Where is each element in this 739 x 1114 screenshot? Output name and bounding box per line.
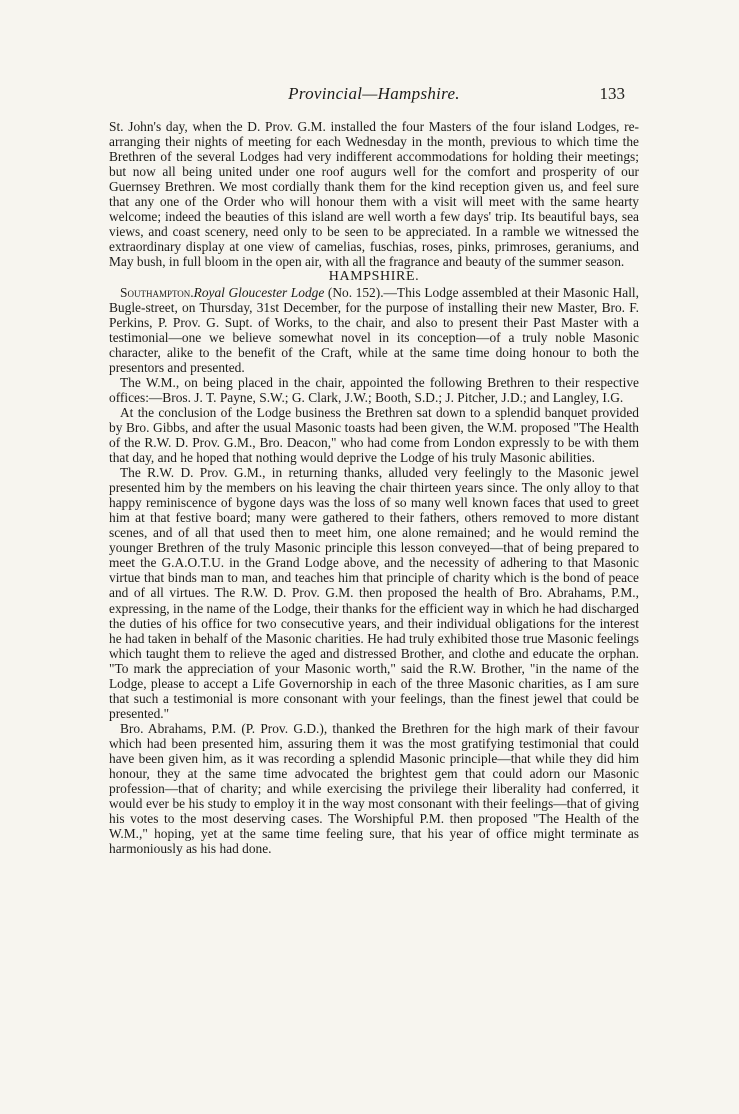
section-heading: HAMPSHIRE. <box>328 269 420 285</box>
place-name: Southampton. <box>120 284 194 300</box>
officers-paragraph: The W.M., on being placed in the chair, appointed the following Brethren to their respective offices:—Bros. J. T. Payne, S.W.; G. Clark, J.W.; Booth, S.D.; J. Pitcher, J.D.; and Langley, I.G. <box>109 374 639 405</box>
body-text <box>109 119 639 856</box>
running-head <box>109 84 639 108</box>
running-title: Provincial—Hampshire. <box>288 84 460 103</box>
abrahams-paragraph: Bro. Abrahams, P.M. (P. Prov. G.D.), thanked the Brethren for the high mark of their favour which had been presented him, assuring them it was the most gratifying testimonial that could have been given him, as it was recording a splendid Masonic principle—that while they did him honour, they at the same time advocated the brightest gem that could adorn our Masonic profession—that of charity; and while exercising the privilege their liberality had conferred, it would ever be his study to employ it in the way most consonant with their feelings—that of giving his votes to the most deserving cases. The Worshipful P.M. then proposed "The Health of the W.M.," hoping, yet at the same time feeling sure, that his year of office might terminate as harmoniously as his had done. <box>109 720 639 857</box>
reply-paragraph: The R.W. D. Prov. G.M., in returning thanks, alluded very feelingly to the Masonic jewel presented him by the members on his leaving the chair thirteen years since. The only alloy to that happy reminiscence of bygone days was the loss of so many well known faces that used to greet him at that festive board; many were gathered to their fathers, others removed to more distant scenes, and of all that used then to meet him, one alone remained; and he would remind the younger Brethren of the truly Masonic principle this lesson conveyed—that of being prepared to meet the G.A.O.T.U. in the Grand Lodge above, and the necessity of adhering to that Masonic virtue that binds man to man, and teaches him that principle of charity which is the bond of peace and of all virtues. The R.W. D. Prov. G.M. then proposed the health of Bro. Abrahams, P.M., expressing, in the name of the Lodge, their thanks for the efficient way in which he had discharged the duties of his office for two consecutive years, and their individual obligations for the interest he had taken in behalf of the Masonic charities. He had truly exhibited those true Masonic feelings which taught them to relieve the aged and distressed Brother, and clothe and educate the orphan. "To mark the appreciation of your Masonic worth," said the R.W. Brother, "in the name of the Lodge, please to accept a Life Governorship in each of the three Masonic charities, as I am sure that such a testimonial is more consonant with your feelings, than the finest jewel that could be presented." <box>109 465 639 721</box>
intro-paragraph: St. John's day, when the D. Prov. G.M. installed the four Masters of the four island Lodges, re-arranging their nights of meeting for each Wednesday in the month, previous to which time the Brethren of the several Lodges had very indifferent accommodations for holding their meetings; but now all being united under one roof augurs well for the comfort and prosperity of our Guernsey Brethren. We most cordially thank them for the kind reception given us, and feel sure that any one of the Order who will honour them with a visit will meet with the same hearty welcome; indeed the beauties of this island are well worth a few days' trip. Its beautiful bays, sea views, and coast scenery, need only to be seen to be appreciated. In a ramble we witnessed the extraordinary display at one view of camelias, fuschias, roses, pinks, primroses, geraniums, and May bush, in full bloom in the open air, with all the fragrance and beauty of the summer season. <box>109 119 639 270</box>
lodge-report-paragraph <box>109 285 639 375</box>
lodge-report-text: (No. 152).—This Lodge assembled at their Masonic Hall, Bugle-street, on Thursday, 31st December, for the purpose of installing their new Master, Bro. F. Perkins, P. Prov. G. Supt. of Works, to the chair, and also to present their Past Master with a testimonial—one we believe somewhat novel in its conception—of a truly noble Masonic character, alike to the benefit of the Craft, while at the same time doing honour to both the presentors and presented. <box>109 284 639 375</box>
banquet-paragraph: At the conclusion of the Lodge business the Brethren sat down to a splendid banquet provided by Bro. Gibbs, and after the usual Masonic toasts had been given, the W.M. proposed "The Health of the R.W. D. Prov. G.M., Bro. Deacon," who had come from London expressly to be with them that day, and he hoped that nothing would deprive the Lodge of his truly Masonic abilities. <box>109 404 639 466</box>
lodge-name: Royal Gloucester Lodge <box>193 284 325 300</box>
page-number: 133 <box>599 84 625 103</box>
